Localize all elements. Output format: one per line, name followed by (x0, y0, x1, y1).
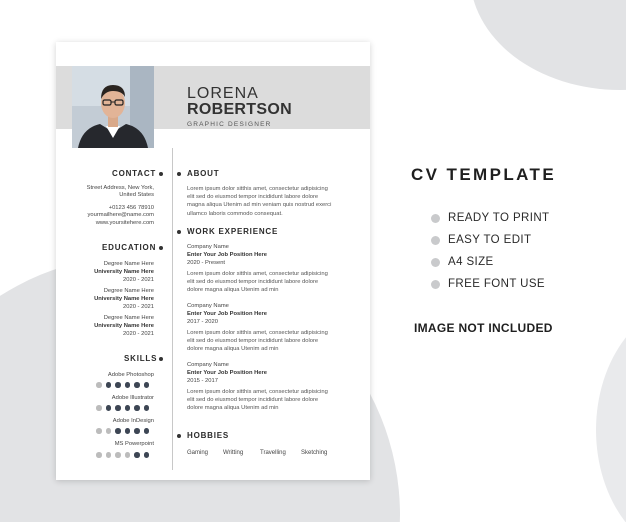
feature-bullet-icon (431, 236, 440, 245)
work-line: dolore magna aliqua Utenim ad min (187, 346, 279, 353)
skill-rating (96, 405, 154, 411)
work-company: Company Name (187, 244, 229, 250)
skill-name: MS Powerpoint (114, 441, 154, 447)
feature-item: FREE FONT USE (448, 278, 545, 290)
skill-level-dot (125, 452, 131, 458)
bullet-icon (177, 434, 181, 438)
skill-name: Adobe Illustrator (111, 395, 154, 401)
education-years: 2020 - 2021 (123, 277, 154, 283)
education-years: 2020 - 2021 (123, 304, 154, 310)
about-line: magna aliqua Utenim ad min veniam quis nostrud exerci (187, 202, 332, 209)
hobby-item: Writting (223, 450, 244, 456)
work-position: Enter Your Job Position Here (187, 370, 267, 376)
work-years: 2020 - Present (187, 260, 226, 266)
skill-name: Adobe InDesign (112, 418, 154, 424)
skill-level-dot (144, 452, 150, 458)
skill-level-dot (96, 405, 102, 411)
skill-level-dot (144, 382, 150, 388)
contact-email: yourmailhere@name.com (87, 212, 154, 218)
skill-rating (96, 428, 154, 434)
skill-level-dot (134, 452, 140, 458)
work-company: Company Name (187, 362, 229, 368)
promo-title: CV TEMPLATE (411, 165, 557, 184)
skill-level-dot (96, 452, 102, 458)
about-line: Lorem ipsum dolor sitthis amet, consectetur adipisicing (187, 186, 328, 192)
skill-level-dot (125, 405, 131, 411)
work-position: Enter Your Job Position Here (187, 252, 267, 258)
education-university: University Name Here (94, 323, 154, 329)
contact-phone: +0123 456 78910 (108, 205, 154, 211)
skills-heading: SKILLS (124, 354, 158, 363)
work-description (187, 270, 337, 295)
work-years: 2017 - 2020 (187, 319, 218, 325)
education-degree: Degree Name Here (103, 315, 154, 321)
cv-page (56, 42, 370, 480)
skill-level-dot (134, 428, 140, 434)
skill-level-dot (106, 405, 112, 411)
skill-level-dot (115, 405, 121, 411)
last-name: ROBERTSON (187, 101, 292, 118)
about-heading: ABOUT (187, 169, 220, 178)
skill-level-dot (144, 405, 150, 411)
first-name: LORENA (187, 85, 259, 102)
bullet-icon (159, 357, 163, 361)
work-line: Lorem ipsum dolor sitthis amet, consectetur adipisicing (187, 330, 328, 336)
skill-level-dot (144, 428, 150, 434)
skill-rating (96, 382, 154, 388)
skill-level-dot (115, 382, 121, 388)
skill-level-dot (134, 405, 140, 411)
education-university: University Name Here (94, 296, 154, 302)
background-shape-bottom-right (596, 300, 626, 522)
skill-rating (96, 452, 154, 458)
contact-address-2: United States (119, 192, 154, 198)
feature-item: A4 SIZE (448, 256, 494, 268)
job-title: GRAPHIC DESIGNER (187, 121, 272, 128)
work-line: Lorem ipsum dolor sitthis amet, consectetur adipisicing (187, 271, 328, 277)
background-shape-top-right (470, 0, 626, 90)
skill-level-dot (125, 428, 131, 434)
work-line: elit sed do eiusmod tempor incididunt labore dolore (187, 338, 319, 345)
work-line: Lorem ipsum dolor sitthis amet, consectetur adipisicing (187, 389, 328, 395)
skill-level-dot (106, 452, 112, 458)
work-company: Company Name (187, 303, 229, 309)
person-photo-icon (72, 66, 154, 148)
work-position: Enter Your Job Position Here (187, 311, 267, 317)
about-line: elit sed do eiusmod tempor incididunt labore dolore (187, 194, 319, 201)
image-note: IMAGE NOT INCLUDED (414, 321, 553, 335)
skill-level-dot (115, 428, 121, 434)
hobby-item: Sketching (301, 450, 328, 456)
hobbies-heading: HOBBIES (187, 431, 230, 440)
work-line: dolore magna aliqua Utenim ad min (187, 287, 279, 294)
work-heading: WORK EXPERIENCE (187, 227, 279, 236)
skill-level-dot (125, 382, 131, 388)
skill-name: Adobe Photoshop (107, 372, 154, 378)
work-description (187, 329, 337, 354)
education-university: University Name Here (94, 269, 154, 275)
hobby-item: Travelling (260, 450, 286, 456)
bullet-icon (177, 172, 181, 176)
skill-level-dot (115, 452, 121, 458)
skill-level-dot (96, 382, 102, 388)
skill-level-dot (106, 428, 112, 434)
feature-bullet-icon (431, 258, 440, 267)
education-degree: Degree Name Here (103, 288, 154, 294)
about-line: ullamco laboris commodo consequat. (187, 210, 283, 217)
feature-item: EASY TO EDIT (448, 234, 532, 246)
contact-heading: CONTACT (112, 169, 157, 178)
work-line: elit sed do eiusmod tempor incididunt labore dolore (187, 279, 319, 286)
contact-website: www.yoursitehere.com (95, 220, 154, 226)
education-degree: Degree Name Here (103, 261, 154, 267)
skill-level-dot (106, 382, 112, 388)
work-description (187, 388, 337, 413)
contact-address-1: Street Address, New York, (86, 185, 154, 191)
bullet-icon (159, 172, 163, 176)
work-line: elit sed do eiusmod tempor incididunt labore dolore (187, 397, 319, 404)
bullet-icon (159, 246, 163, 250)
work-line: dolore magna aliqua Utenim ad min (187, 405, 279, 412)
hobby-item: Gaming (187, 450, 209, 456)
feature-bullet-icon (431, 214, 440, 223)
profile-photo (72, 66, 154, 148)
about-text (187, 185, 337, 218)
column-divider (172, 148, 173, 470)
work-years: 2015 - 2017 (187, 378, 218, 384)
skill-level-dot (96, 428, 102, 434)
education-years: 2020 - 2021 (123, 331, 154, 337)
feature-bullet-icon (431, 280, 440, 289)
feature-item: READY TO PRINT (448, 212, 550, 224)
skill-level-dot (134, 382, 140, 388)
bullet-icon (177, 230, 181, 234)
education-heading: EDUCATION (102, 243, 157, 252)
